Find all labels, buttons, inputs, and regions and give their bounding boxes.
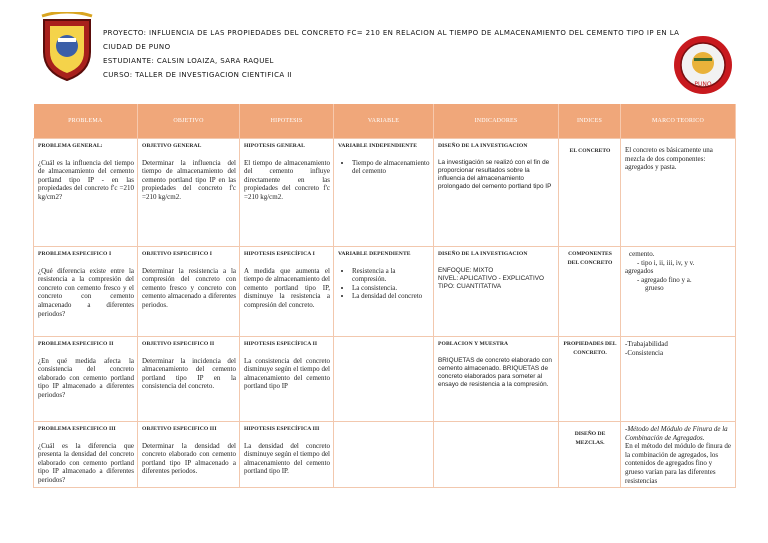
indicadores-cell (434, 337, 559, 422)
cell-heading: PROBLEMA ESPECIFICO III (38, 426, 116, 432)
cell-text: Determinar la densidad del concreto elaborado con cemento portland tipo IP almacenado a diferentes periodos. (142, 441, 236, 476)
indicadores-cell (434, 139, 559, 247)
cell-heading: DISEÑO DE LA INVESTIGACION (438, 143, 528, 149)
cell-text: A medida que aumenta el tiempo de almacenamiento del cemento portland tipo IP, disminuye la resistencia a compresión del concreto. (244, 266, 330, 309)
cell-heading: OBJETIVO ESPECIFICO I (142, 251, 213, 257)
cell-text: - agregado fino y a. (637, 275, 692, 284)
cell-text: ¿Cuál es la diferencia que presenta la densidad del concreto elaborado con cemento portland tipo IP almacenado a diferentes periodos? (38, 441, 134, 484)
problema-cell (34, 139, 138, 247)
cell-heading: OBJETIVO ESPECIFICO II (142, 341, 215, 347)
cell-text: NIVEL: APLICATIVO - EXPLICATIVO (438, 274, 544, 282)
column-header: INDICADORES (434, 104, 559, 139)
cell-text: TIPO: CUANTITATIVA (438, 282, 502, 290)
marco-cell (621, 139, 736, 247)
cell-text: En el método del módulo de finura de la combinación de agregados, los contenidos de agregados fino y grueso varían para las diferentes resistencias (625, 442, 731, 485)
cell-heading: HIPOTESIS GENERAL (244, 143, 305, 149)
cell-text: La densidad del concreto disminuye según el tiempo del almacenamiento del cemento portland tipo IP. (244, 441, 330, 476)
cell-text: BRIQUETAS de concreto elaborado con cemento almacenado. BRIQUETAS de concreto elaborados para someter al ensayo de resistencia a la compresión. (438, 356, 552, 388)
cell-heading: PROBLEMA ESPECIFICO I (38, 251, 112, 257)
hipotesis-cell (240, 139, 334, 247)
cell-heading: PROBLEMA GENERAL: (38, 143, 103, 149)
column-header: PROBLEMA (34, 104, 138, 139)
cell-heading: VARIABLE INDEPENDIENTE (338, 143, 418, 149)
indicadores-cell (434, 247, 559, 337)
variable-cell (334, 422, 434, 488)
cell-text: agregados (625, 267, 654, 276)
consistency-matrix-table (33, 104, 736, 488)
list-item: • Tiempo de almacenamiento del cemento (352, 159, 430, 176)
cell-text: ¿En qué medida afecta la consistencia del concreto elaborado con cemento portland tipo IP almacenado a diferentes periodos? (38, 356, 134, 399)
table-row (34, 422, 736, 488)
list-item: • Resistencia a la compresión. (352, 267, 430, 284)
hipotesis-cell (240, 247, 334, 337)
objetivo-cell (138, 422, 240, 488)
cell-heading: COMPONENTES DEL CONCRETO (567, 251, 613, 266)
variable-cell (334, 139, 434, 247)
cell-text: cemento. (629, 250, 655, 258)
indices-cell (559, 247, 621, 337)
marco-cell (621, 247, 736, 337)
problema-cell (34, 337, 138, 422)
objetivo-cell (138, 139, 240, 247)
cell-heading: PROPIEDADES DEL CONCRETO. (563, 341, 617, 356)
cell-heading: EL CONCRETO (569, 148, 611, 154)
table-header-row (34, 104, 736, 139)
list-item: • La consistencia. (352, 284, 430, 293)
cell-text: Determinar la resistencia a la compresión del concreto con cemento fresco y concreto con cemento almacenado a diferentes periodos. (142, 266, 236, 309)
indices-cell (559, 422, 621, 488)
cell-text: -Trabajabilidad (625, 340, 668, 348)
cell-text: - tipo i, ii, iii, iv, y v. (637, 258, 695, 267)
cell-text: ¿Qué diferencia existe entre la resistencia a la compresión del concreto con cemento fresco y el concreto con cemento almacenado a diferentes periodos? (38, 266, 134, 318)
column-header: INDICES (559, 104, 621, 139)
objetivo-cell (138, 247, 240, 337)
cell-text: ENFOQUE: MIXTO (438, 266, 494, 274)
cell-heading: PROBLEMA ESPECIFICO II (38, 341, 114, 347)
university-shield-logo (38, 12, 96, 82)
university-seal-logo (672, 34, 734, 96)
project-title-line-2: CIUDAD DE PUNO (103, 43, 171, 51)
cell-text: El tiempo de almacenamiento del cemento influye directamente en las propiedades del concreto f'c =210 kg/cm2. (244, 158, 330, 201)
marco-cell (621, 337, 736, 422)
variable-cell (334, 337, 434, 422)
indicadores-cell (434, 422, 559, 488)
cell-heading: HIPOTESIS ESPECÍFICA III (244, 426, 320, 432)
seal-text: PUNO (694, 81, 712, 88)
cell-text: Determinar la influencia del tiempo de almacenamiento del cemento portland tipo IP en las propiedades del concreto f'c =210 kg/cm2. (142, 158, 236, 201)
column-header: OBJETIVO (138, 104, 240, 139)
column-header: MARCO TEORICO (621, 104, 736, 139)
cell-heading: VARIABLE DEPENDIENTE (338, 251, 411, 257)
cell-heading: HIPOTESIS ESPECÍFICA I (244, 251, 315, 257)
cell-text-italic: -Método del Módulo de Finura de la Combinación de Agregados. (625, 425, 728, 442)
project-title-line: PROYECTO: INFLUENCIA DE LAS PROPIEDADES DEL CONCRETO FC= 210 EN RELACION AL TIEMPO DE ALMACENAMIENTO DEL CEMENTO TIPO IP EN LA (103, 29, 680, 37)
table-row (34, 247, 736, 337)
objetivo-cell (138, 337, 240, 422)
cell-text: -Consistencia (625, 348, 664, 357)
cell-heading: DISEÑO DE LA INVESTIGACION (438, 251, 528, 257)
table-row (34, 337, 736, 422)
hipotesis-cell (240, 422, 334, 488)
cell-heading: HIPOTESIS ESPECÍFICA II (244, 341, 318, 347)
cell-text: La consistencia del concreto disminuye según el tiempo del almacenamiento del cemento portland tipo IP (244, 356, 330, 391)
cell-heading: DISEÑO DE MEZCLAS. (574, 431, 606, 446)
column-header: VARIABLE (334, 104, 434, 139)
table-row (34, 139, 736, 247)
indices-cell (559, 337, 621, 422)
variable-cell (334, 247, 434, 337)
problema-cell (34, 247, 138, 337)
document-header (0, 0, 768, 100)
hipotesis-cell (240, 337, 334, 422)
cell-text: grueso (645, 284, 664, 293)
cell-heading: POBLACION Y MUESTRA (438, 341, 509, 347)
column-header: HIPOTESIS (240, 104, 334, 139)
marco-cell (621, 422, 736, 488)
problema-cell (34, 422, 138, 488)
student-name: ESTUDIANTE: CALSIN LOAIZA, SARA RAQUEL (103, 57, 274, 65)
cell-heading: OBJETIVO ESPECIFICO III (142, 426, 217, 432)
list-item: • La densidad del concreto (352, 292, 430, 301)
indices-cell (559, 139, 621, 247)
cell-text: Determinar la incidencia del almacenamiento del cemento portland tipo IP en la consistencia del concreto. (142, 356, 236, 391)
cell-heading: OBJETIVO GENERAL (142, 143, 202, 149)
course-name: CURSO: TALLER DE INVESTIGACION CIENTIFICA II (103, 71, 293, 79)
cell-text: La investigación se realizó con el fin de proporcionar resultados sobre la influencia del almacenamiento prolongado del cemento portland tipo IP (438, 158, 552, 190)
cell-text: El concreto es básicamente una mezcla de dos componentes: agregados y pasta. (625, 146, 713, 172)
cell-text: ¿Cuál es la influencia del tiempo de almacenamiento del cemento portland tipo IP - en las propiedades del concreto f'c =210 kg/cm2? (38, 158, 134, 201)
